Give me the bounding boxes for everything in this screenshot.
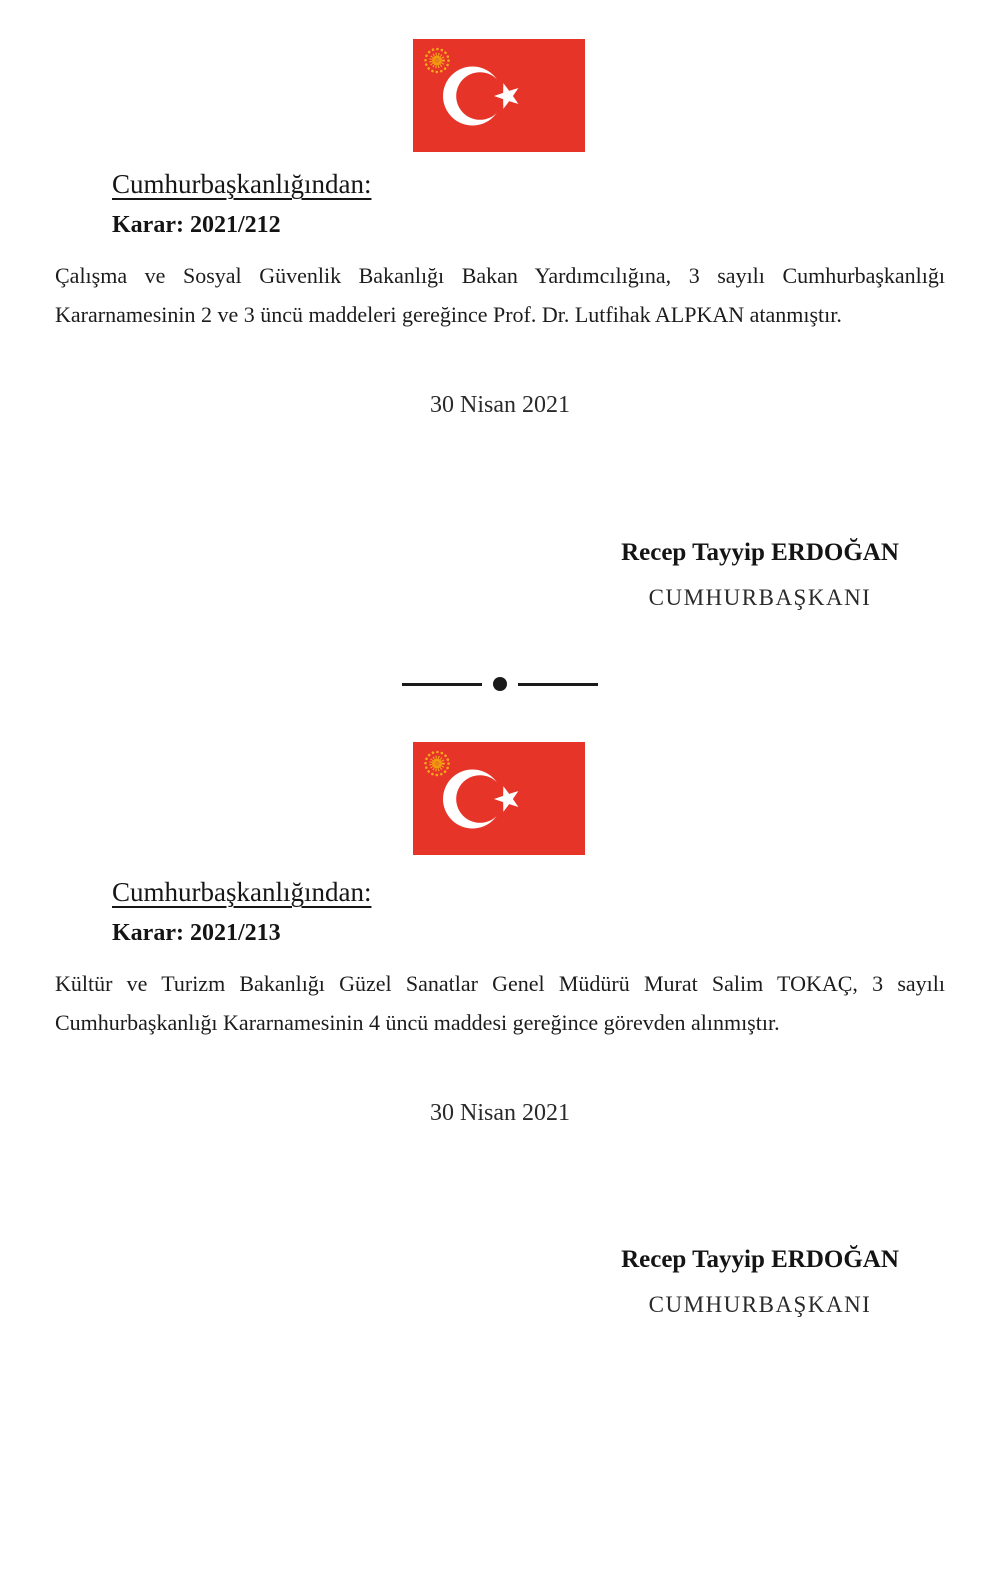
decree1-body-line2: Kararnamesinin 2 ve 3 üncü maddeleri gereğince Prof. Dr. Lutfihak ALPKAN atanmıştır.: [55, 302, 842, 327]
divider-dot: [493, 677, 507, 691]
decree2-decision-number: Karar: 2021/213: [112, 920, 281, 946]
signature-title: CUMHURBAŞKANI: [648, 585, 872, 610]
decree1-body-line1: Çalışma ve Sosyal Güvenlik Bakanlığı Bakan Yardımcılığına, 3 sayılı Cumhurbaşkanlığı: [55, 263, 945, 288]
divider-rule-right: [518, 683, 598, 686]
decree2-date: 30 Nisan 2021: [430, 1100, 570, 1126]
decree1-date: 30 Nisan 2021: [430, 392, 570, 418]
decree1-signature-block: [570, 539, 950, 611]
decree2-heading: Cumhurbaşkanlığından:: [112, 877, 372, 907]
section-divider: [0, 672, 1000, 696]
signature-name: Recep Tayyip ERDOĞAN: [621, 1246, 899, 1273]
decree2-signature-block: [570, 1246, 950, 1318]
divider-rule-left: [402, 683, 482, 686]
turkish-presidential-flag: [413, 742, 585, 855]
turkish-presidential-flag: [413, 39, 585, 152]
decree2-body-line2: Cumhurbaşkanlığı Kararnamesinin 4 üncü maddesi gereğince görevden alınmıştır.: [55, 1010, 780, 1035]
decree1-decision-number: Karar: 2021/212: [112, 212, 281, 238]
signature-title: CUMHURBAŞKANI: [648, 1292, 872, 1317]
decree1-heading: Cumhurbaşkanlığından:: [112, 169, 372, 199]
signature-name: Recep Tayyip ERDOĞAN: [621, 539, 899, 566]
decree2-body-paragraph: [55, 964, 945, 1042]
decree2-body-line1: Kültür ve Turizm Bakanlığı Güzel Sanatlar Genel Müdürü Murat Salim TOKAÇ, 3 sayılı: [55, 971, 945, 996]
decree1-body-paragraph: [55, 256, 945, 334]
